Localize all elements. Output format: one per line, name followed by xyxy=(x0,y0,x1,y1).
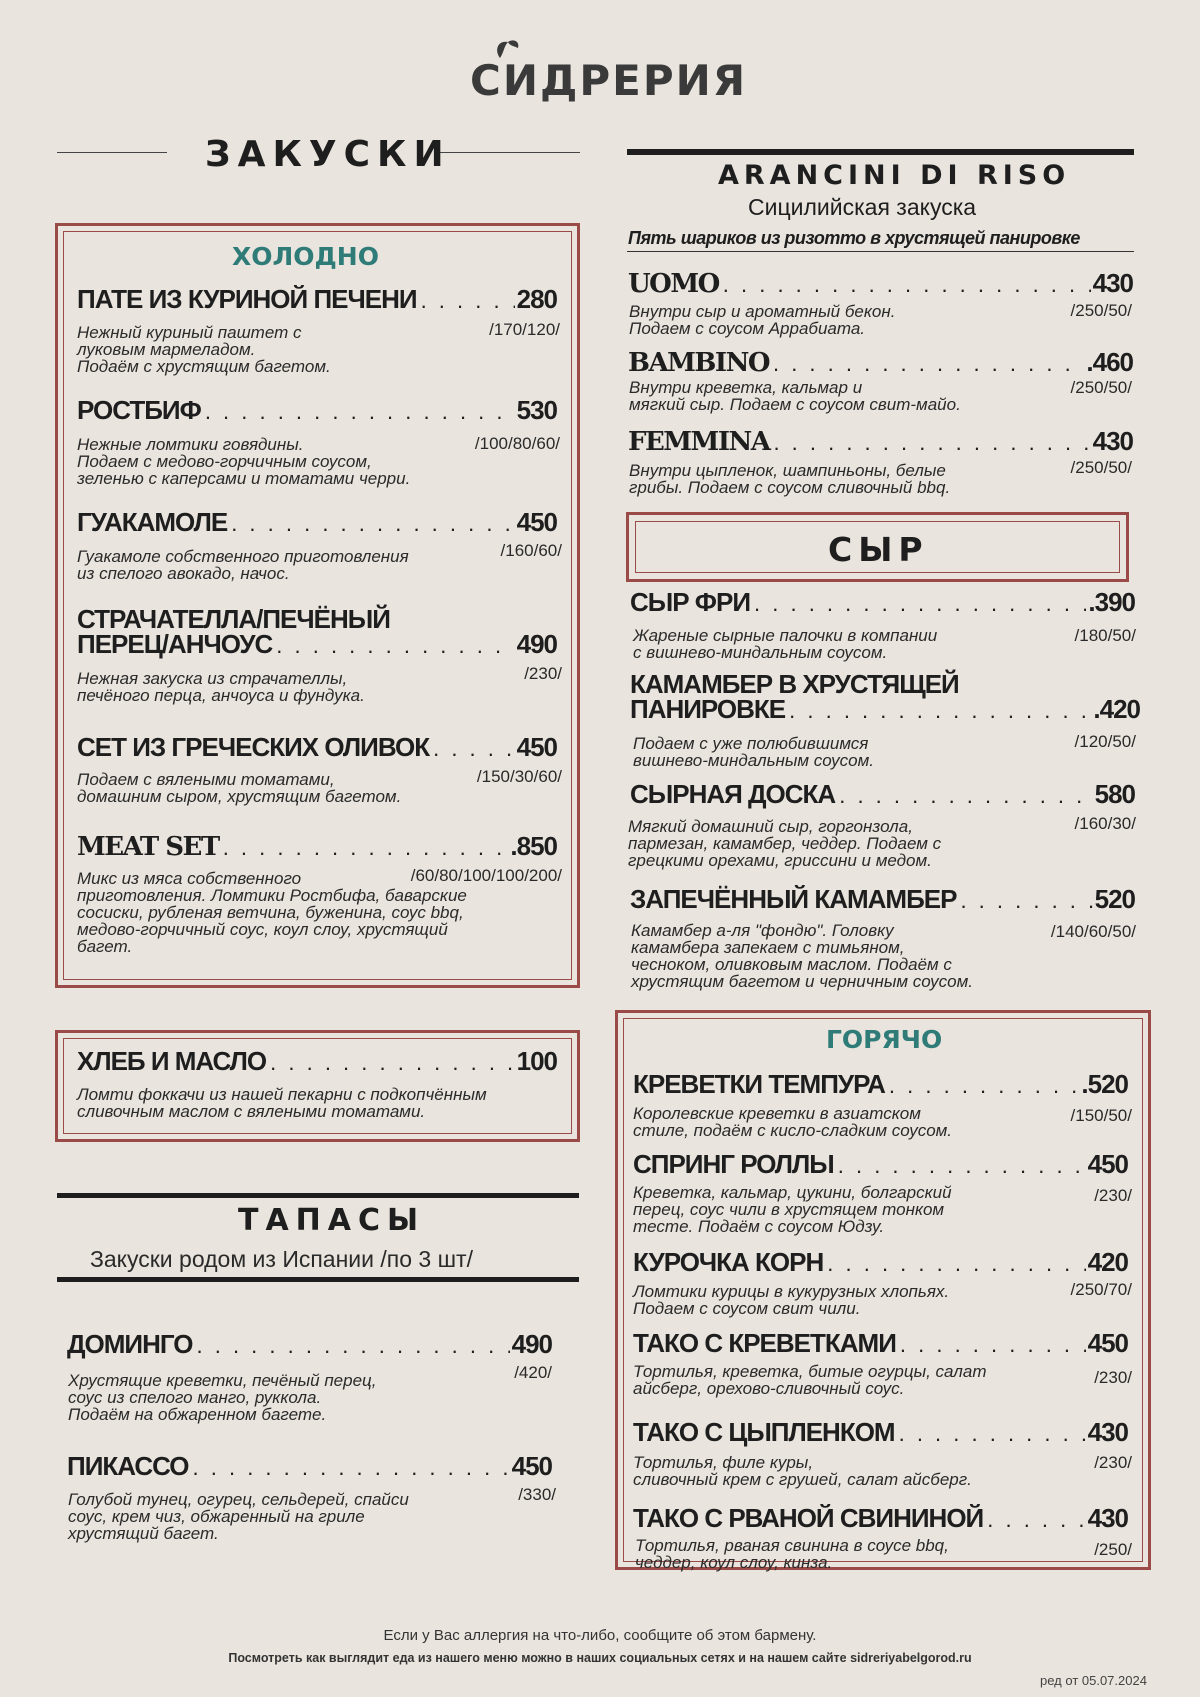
weight: /160/60/ xyxy=(500,541,562,560)
weight: /250/70/ xyxy=(1070,1280,1132,1299)
price: 520 xyxy=(1094,885,1135,914)
item-description: Ломти фоккачи из нашей пекарни с подкопчённым сливочным маслом с вялеными томатами. xyxy=(77,1085,487,1121)
price: 450 xyxy=(511,1452,552,1481)
menu-item-title: ТАКО С КРЕВЕТКАМИ . . . 450 xyxy=(633,1329,1128,1359)
logo xyxy=(470,36,748,116)
menu-item-title: BAMBINO . . . .460 xyxy=(628,348,1133,378)
weight: /250/50/ xyxy=(1070,301,1132,320)
price: 280 xyxy=(516,285,557,314)
weight: /120/50/ xyxy=(1074,732,1136,751)
item-description: Тортилья, филе куры, сливочный крем с грушей, салат айсберг. xyxy=(633,1453,972,1489)
item-description: Нежная закуска из страчателлы, печёного перца, анчоуса и фундука. xyxy=(77,669,365,705)
item-description: Креветка, кальмар, цукини, болгарский перец, соус чили в хрустящем тонком тесте. Подаём с соусом Юдзу. xyxy=(633,1183,952,1236)
weight: /160/30/ xyxy=(1074,814,1136,833)
arancini-title: ARANCINI DI RISO xyxy=(718,160,1071,191)
item-description: Внутри креветка, кальмар и мягкий сыр. Подаем с соусом свит-майо. xyxy=(629,378,961,414)
price: 430 xyxy=(1087,1418,1128,1447)
tapas-title: ТАПАСЫ xyxy=(238,1203,426,1238)
price: 490 xyxy=(516,630,557,659)
weight: /250/50/ xyxy=(1070,458,1132,477)
menu-item-title: ДОМИНГО . . . 490 xyxy=(67,1330,552,1360)
price: 450 xyxy=(516,508,557,537)
arancini-subtitle: Сицилийская закуска xyxy=(748,194,977,220)
menu-item-title: ПЕРЕЦ/АНЧОУС . . . 490 xyxy=(77,630,557,660)
menu-item-title-line1: КАМАМБЕР В ХРУСТЯЩЕЙ xyxy=(630,669,959,699)
price: 430 xyxy=(1087,1504,1128,1533)
price: 450 xyxy=(516,733,557,762)
weight: /150/50/ xyxy=(1070,1106,1132,1125)
arancini-rule xyxy=(627,149,1134,155)
weight: /140/60/50/ xyxy=(1050,922,1136,941)
item-description: Жареные сырные палочки в компании с вишнево-миндальным соусом. xyxy=(633,626,938,662)
menu-item-title: MEAT SET . . . .850 xyxy=(77,832,557,862)
item-description: Нежные ломтики говядины. Подаем с медово-горчичным соусом, зеленью с каперсами и томатами черри. xyxy=(77,435,411,488)
weight: /250/ xyxy=(1094,1540,1132,1559)
price: 530 xyxy=(516,396,557,425)
item-description: Камамбер а-ля "фондю". Головку камамбера запекаем с тимьяном, чесноком, оливковым маслом. Подаём с хрустящим багетом и черничным соусом. xyxy=(631,921,973,991)
cold-title: ХОЛОДНО xyxy=(232,242,379,271)
price: .460 xyxy=(1086,348,1133,377)
menu-item-title: ТАКО С РВАНОЙ СВИНИНОЙ . . . 430 xyxy=(633,1504,1128,1534)
item-description: Внутри сыр и ароматный бекон. Подаем с соусом Аррабиата. xyxy=(629,302,896,338)
price: 450 xyxy=(1087,1150,1128,1179)
logo-text: СИДРЕРИЯ xyxy=(470,56,748,105)
menu-item-title: ПАНИРОВКЕ . . . .420 xyxy=(630,695,1140,725)
price: 450 xyxy=(1087,1329,1128,1358)
weight: /230/ xyxy=(524,664,562,683)
cheese-title: СЫР xyxy=(828,530,929,569)
item-description: Тортилья, рваная свинина в соусе bbq, чеддер, коул слоу, кинза. xyxy=(635,1536,949,1572)
item-description: Микс из мяса собственного приготовления. Ломтики Ростбифа, баварские сосиски, рубленая ветчина, буженина, соус bbq, медово-горчичный соус, коул слоу, хрустящий багет. xyxy=(77,869,467,956)
menu-item-title: СЫРНАЯ ДОСКА . . . 580 xyxy=(630,780,1135,810)
menu-item-title: ЗАПЕЧЁННЫЙ КАМАМБЕР . . . 520 xyxy=(630,885,1135,915)
weight: /100/80/60/ xyxy=(474,434,560,453)
weight: /60/80/100/100/200/ xyxy=(410,866,562,885)
weight: /170/120/ xyxy=(489,320,560,339)
price: 420 xyxy=(1087,1248,1128,1277)
header-line-right xyxy=(440,152,580,153)
menu-item-title: FEMMINA . . . 430 xyxy=(628,427,1133,457)
menu-item-title: РОСТБИФ . . . 530 xyxy=(77,396,557,426)
menu-item-title: ПИКАССО . . . 450 xyxy=(67,1452,552,1482)
price: 430 xyxy=(1092,269,1133,298)
weight: /420/ xyxy=(514,1363,552,1382)
weight: /330/ xyxy=(518,1485,556,1504)
item-description: Внутри цыпленок, шампиньоны, белые грибы. Подаем с соусом сливочный bbq. xyxy=(629,461,951,497)
menu-item-title: ГУАКАМОЛЕ . . . 450 xyxy=(77,508,557,538)
tapas-rule-top xyxy=(57,1193,579,1198)
footer-allergy: Если у Вас аллергия на что-либо, сообщите об этом бармену. xyxy=(383,1627,817,1644)
price: 580 xyxy=(1094,780,1135,809)
hot-title: ГОРЯЧО xyxy=(826,1025,943,1054)
menu-item-title: ТАКО С ЦЫПЛЕНКОМ . . . 430 xyxy=(633,1418,1128,1448)
item-description: Королевские креветки в азиатском стиле, подаём с кисло-сладким соусом. xyxy=(633,1104,953,1140)
item-description: Подаем с вялеными томатами, домашним сыром, хрустящим багетом. xyxy=(77,770,402,806)
arancini-note: Пять шариков из ризотто в хрустящей панировке xyxy=(628,228,1080,248)
item-description: Подаем с уже полюбившимся вишнево-миндальным соусом. xyxy=(633,734,874,770)
menu-item-title: СЕТ ИЗ ГРЕЧЕСКИХ ОЛИВОК . . . 450 xyxy=(77,733,557,763)
menu-item-title: КУРОЧКА КОРН . . . 420 xyxy=(633,1248,1128,1278)
menu-item-title-line1: СТРАЧАТЕЛЛА/ПЕЧЁНЫЙ xyxy=(77,604,390,634)
item-description: Тортилья, креветка, битые огурцы, салат айсберг, орехово-сливочный соус. xyxy=(633,1362,987,1398)
weight: /230/ xyxy=(1094,1368,1132,1387)
menu-item-title: КРЕВЕТКИ ТЕМПУРА . . . .520 xyxy=(633,1070,1128,1100)
price: .850 xyxy=(510,832,557,861)
price: .390 xyxy=(1088,588,1135,617)
tapas-subtitle: Закуски родом из Испании /по 3 шт/ xyxy=(90,1246,473,1272)
price: .420 xyxy=(1093,695,1140,724)
menu-item-title: UOMO . . . 430 xyxy=(628,269,1133,299)
price: 490 xyxy=(511,1330,552,1359)
weight: /180/50/ xyxy=(1074,626,1136,645)
price: 430 xyxy=(1092,427,1133,456)
item-description: Нежный куриный паштет с луковым мармеладом. Подаём с хрустящим багетом. xyxy=(77,323,331,376)
zakuski-title: ЗАКУСКИ xyxy=(205,134,451,175)
weight: /230/ xyxy=(1094,1186,1132,1205)
footer-social: Посмотреть как выглядит еда из нашего меню можно в наших социальных сетях и на нашем сайте sidreriyabelgorod.ru xyxy=(228,1651,972,1665)
price: 100 xyxy=(516,1047,557,1076)
menu-item-title: ПАТЕ ИЗ КУРИНОЙ ПЕЧЕНИ . . . 280 xyxy=(77,285,557,315)
footer-edition: ред от 05.07.2024 xyxy=(1040,1673,1147,1688)
menu-item-title: СПРИНГ РОЛЛЫ . . . 450 xyxy=(633,1150,1128,1180)
price: .520 xyxy=(1081,1070,1128,1099)
menu-item-title: ХЛЕБ И МАСЛО . . . 100 xyxy=(77,1047,557,1077)
weight: /250/50/ xyxy=(1070,378,1132,397)
tapas-rule-bottom xyxy=(57,1277,579,1282)
item-description: Мягкий домашний сыр, горгонзола, пармезан, камамбер, чеддер. Подаем с грецкими орехами, гриссини и медом. xyxy=(628,817,942,870)
item-description: Ломтики курицы в кукурузных хлопьях. Подаем с соусом свит чили. xyxy=(633,1282,950,1318)
item-description: Голубой тунец, огурец, сельдерей, спайси соус, крем чиз, обжаренный на гриле хрустящий багет. xyxy=(68,1490,409,1543)
arancini-note-underline xyxy=(627,251,1134,252)
item-description: Хрустящие креветки, печёный перец, соус из спелого манго, руккола. Подаём на обжаренном багете. xyxy=(68,1371,377,1424)
weight: /230/ xyxy=(1094,1453,1132,1472)
weight: /150/30/60/ xyxy=(476,767,562,786)
menu-item-title: СЫР ФРИ . . . .390 xyxy=(630,588,1135,618)
header-line-left xyxy=(57,152,167,153)
item-description: Гуакамоле собственного приготовления из спелого авокадо, начос. xyxy=(77,547,409,583)
